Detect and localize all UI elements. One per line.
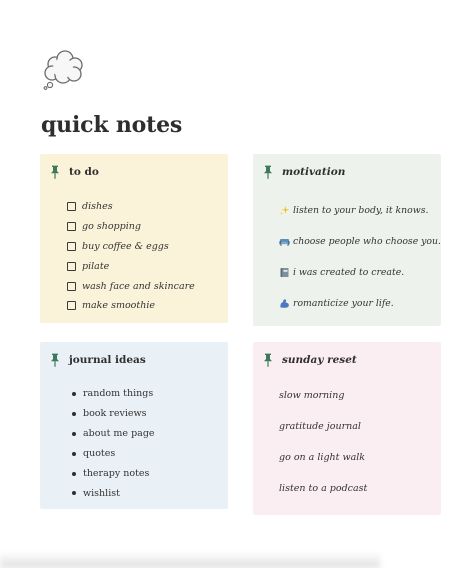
pushpin-icon	[50, 165, 60, 179]
list-item-text: random things	[83, 388, 154, 400]
todo-card-header	[50, 164, 99, 180]
motivation-item-text: listen to your body, it knows.	[293, 205, 429, 216]
todo-checkbox[interactable]	[67, 242, 76, 251]
journal-card-title: journal ideas	[69, 354, 146, 366]
sunday-card	[253, 342, 441, 515]
sofa-icon	[279, 236, 290, 247]
list-item	[72, 464, 155, 484]
motivation-item-text: choose people who choose you.	[293, 236, 441, 247]
todo-checkbox[interactable]	[67, 282, 76, 291]
todo-item	[67, 276, 195, 296]
motivation-item	[279, 257, 441, 288]
journal-card-header	[50, 352, 146, 368]
motivation-card-header	[263, 164, 345, 180]
bullet-icon	[72, 392, 76, 396]
todo-checkbox[interactable]	[67, 222, 76, 231]
bullet-icon	[72, 412, 76, 416]
todo-item-text: dishes	[82, 201, 113, 213]
bullet-icon	[72, 452, 76, 456]
todo-item	[67, 256, 195, 276]
sunday-card-title: sunday reset	[282, 354, 357, 366]
page-bottom-shadow	[0, 552, 380, 568]
bullet-icon	[72, 432, 76, 436]
list-item	[72, 384, 155, 404]
pushpin-icon	[263, 353, 273, 367]
todo-item	[67, 197, 195, 217]
list-item	[72, 483, 155, 503]
todo-list	[67, 197, 195, 316]
motivation-item	[279, 226, 441, 257]
list-item	[72, 444, 155, 464]
list-item	[72, 404, 155, 424]
todo-item-text: pilate	[82, 260, 110, 272]
todo-item-text: go shopping	[82, 221, 141, 233]
motivation-list	[279, 195, 441, 319]
todo-item-text: buy coffee & eggs	[82, 240, 169, 252]
motivation-item-text: romanticize your life.	[293, 298, 394, 309]
list-item: go on a light walk	[279, 452, 366, 463]
sunday-list	[279, 380, 367, 504]
flexed-bicep-icon	[279, 298, 290, 309]
sunday-card-header	[263, 352, 357, 368]
notebook-icon	[279, 267, 290, 278]
todo-checkbox[interactable]	[67, 301, 76, 310]
motivation-item	[279, 288, 441, 319]
todo-card-title: to do	[69, 166, 99, 178]
motivation-item	[279, 195, 441, 226]
pushpin-icon	[50, 353, 60, 367]
sparkles-icon	[279, 205, 290, 216]
pushpin-icon	[263, 165, 273, 179]
bullet-icon	[72, 472, 76, 476]
todo-item	[67, 217, 195, 237]
journal-card	[40, 342, 228, 509]
list-item	[72, 424, 155, 444]
todo-item	[67, 237, 195, 257]
page-title: quick notes	[41, 112, 183, 138]
list-item-text: quotes	[83, 448, 116, 460]
todo-card	[40, 154, 228, 323]
journal-list	[72, 384, 155, 503]
motivation-card-title: motivation	[282, 166, 346, 178]
list-item: gratitude journal	[279, 421, 361, 432]
list-item-text: book reviews	[83, 408, 147, 420]
todo-item	[67, 296, 195, 316]
motivation-item-text: i was created to create.	[293, 267, 405, 278]
todo-checkbox[interactable]	[67, 202, 76, 211]
bullet-icon	[72, 491, 76, 495]
todo-item-text: make smoothie	[82, 300, 155, 312]
thought-cloud-icon	[42, 48, 86, 90]
todo-checkbox[interactable]	[67, 262, 76, 271]
list-item: listen to a podcast	[279, 483, 368, 494]
list-item-text: wishlist	[83, 487, 120, 499]
motivation-card	[253, 154, 441, 326]
todo-item-text: wash face and skincare	[82, 280, 195, 292]
list-item-text: about me page	[83, 428, 155, 440]
list-item-text: therapy notes	[83, 468, 150, 479]
list-item: slow morning	[279, 390, 345, 401]
